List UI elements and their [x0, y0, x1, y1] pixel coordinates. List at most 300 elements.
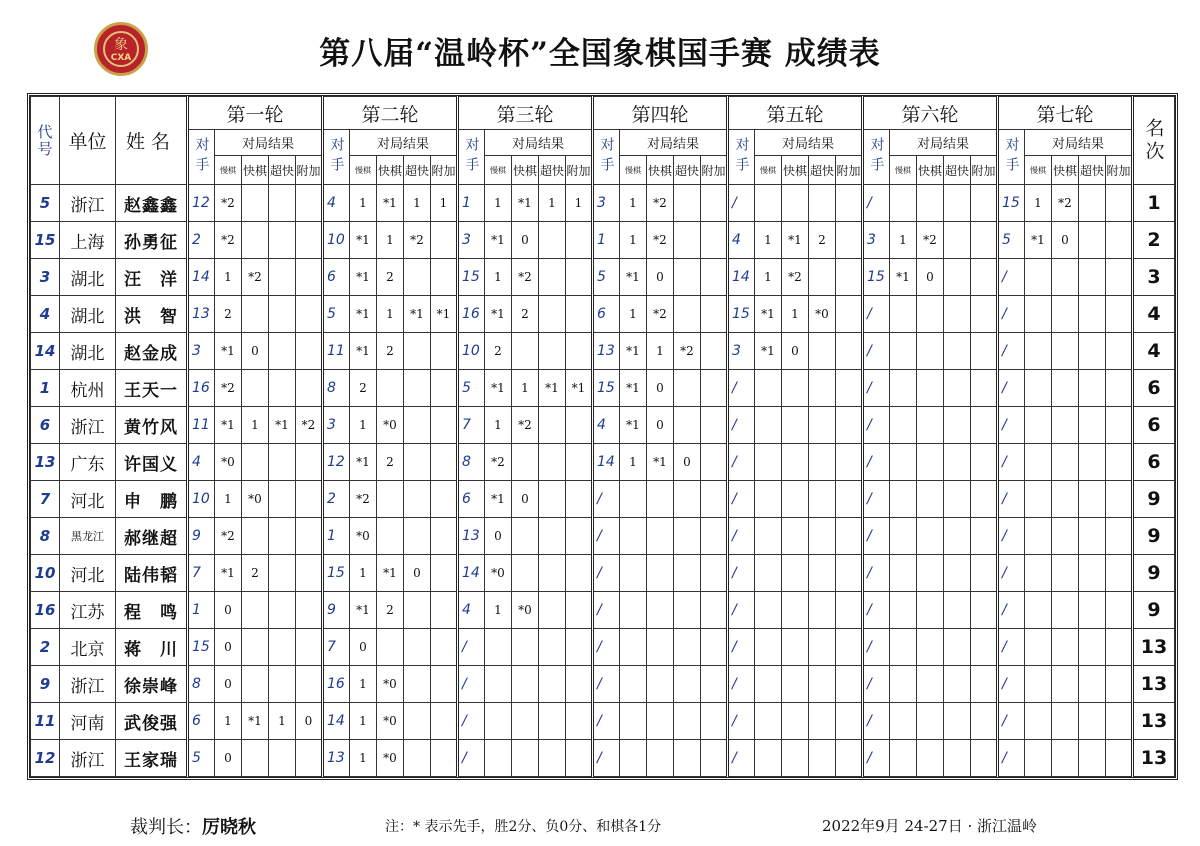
- round-result: [1052, 518, 1079, 555]
- round-result: [512, 666, 539, 703]
- round-result: [539, 259, 566, 296]
- round-result: [1025, 666, 1052, 703]
- round-result: [1025, 703, 1052, 740]
- round-opponent: /: [998, 259, 1025, 296]
- round-result: [917, 666, 944, 703]
- round-result: [1052, 444, 1079, 481]
- round-result: *1: [620, 333, 647, 370]
- round-result: [539, 481, 566, 518]
- round-result: 2: [377, 592, 404, 629]
- round-result: [431, 703, 458, 740]
- player-rank: 13: [1133, 703, 1175, 740]
- round-result: [1052, 407, 1079, 444]
- header-sub-3: 附加: [701, 156, 728, 185]
- round-result: 0: [647, 370, 674, 407]
- round-result: [269, 481, 296, 518]
- round-result: [1106, 555, 1133, 592]
- round-result: [917, 629, 944, 666]
- player-row: [31, 259, 1175, 296]
- player-unit: 浙江: [60, 407, 116, 444]
- player-unit: 浙江: [60, 666, 116, 703]
- player-code: 7: [31, 481, 60, 518]
- round-result: 2: [242, 555, 269, 592]
- round-result: [431, 370, 458, 407]
- player-unit: 河南: [60, 703, 116, 740]
- round-result: *1: [350, 259, 377, 296]
- round-opponent: /: [728, 666, 755, 703]
- round-result: *2: [782, 259, 809, 296]
- round-opponent: 16: [188, 370, 215, 407]
- round-opponent: /: [863, 444, 890, 481]
- header-round: 第六轮: [863, 97, 998, 130]
- round-result: [971, 444, 998, 481]
- round-result: [809, 703, 836, 740]
- round-result: 0: [215, 629, 242, 666]
- round-result: [944, 222, 971, 259]
- round-result: [404, 481, 431, 518]
- round-opponent: /: [593, 518, 620, 555]
- round-result: [917, 370, 944, 407]
- player-code: 12: [31, 740, 60, 777]
- player-row: [31, 481, 1175, 518]
- player-code: 2: [31, 629, 60, 666]
- round-result: [944, 592, 971, 629]
- round-result: 1: [566, 185, 593, 222]
- round-result: *0: [377, 407, 404, 444]
- round-result: [701, 407, 728, 444]
- round-opponent: /: [593, 481, 620, 518]
- round-result: *2: [512, 407, 539, 444]
- round-result: [1106, 370, 1133, 407]
- round-opponent: /: [998, 592, 1025, 629]
- round-result: 1: [215, 259, 242, 296]
- round-result: *1: [755, 333, 782, 370]
- round-result: 1: [620, 296, 647, 333]
- player-code: 16: [31, 592, 60, 629]
- round-result: [512, 703, 539, 740]
- header-sub-2: 超快: [944, 156, 971, 185]
- round-opponent: 15: [593, 370, 620, 407]
- round-opponent: /: [998, 407, 1025, 444]
- round-result: [1106, 629, 1133, 666]
- round-result: [701, 703, 728, 740]
- round-result: [539, 740, 566, 777]
- round-opponent: /: [863, 740, 890, 777]
- round-result: [539, 629, 566, 666]
- round-result: [566, 518, 593, 555]
- round-result: [1079, 481, 1106, 518]
- player-rank: 2: [1133, 222, 1175, 259]
- round-result: [269, 296, 296, 333]
- round-result: 0: [350, 629, 377, 666]
- round-result: *1: [782, 222, 809, 259]
- date-place: 2022年9月 24-27日 · 浙江温岭: [822, 817, 1038, 835]
- round-result: [890, 666, 917, 703]
- round-result: [836, 222, 863, 259]
- round-result: [701, 555, 728, 592]
- round-result: [431, 222, 458, 259]
- round-result: [701, 222, 728, 259]
- round-opponent: 15: [863, 259, 890, 296]
- round-result: [404, 370, 431, 407]
- round-result: [755, 555, 782, 592]
- round-opponent: 13: [323, 740, 350, 777]
- round-result: [917, 333, 944, 370]
- round-result: [971, 703, 998, 740]
- round-result: [809, 370, 836, 407]
- round-opponent: 16: [323, 666, 350, 703]
- round-result: [647, 592, 674, 629]
- round-result: *0: [215, 444, 242, 481]
- round-opponent: /: [998, 481, 1025, 518]
- round-result: [566, 333, 593, 370]
- round-result: 1: [485, 185, 512, 222]
- round-result: [755, 518, 782, 555]
- round-result: [404, 407, 431, 444]
- round-opponent: 4: [458, 592, 485, 629]
- round-opponent: /: [863, 407, 890, 444]
- round-result: 2: [485, 333, 512, 370]
- round-opponent: 9: [323, 592, 350, 629]
- round-result: [296, 444, 323, 481]
- round-result: [944, 629, 971, 666]
- round-opponent: /: [593, 592, 620, 629]
- round-result: [809, 333, 836, 370]
- round-result: [890, 629, 917, 666]
- round-result: [809, 518, 836, 555]
- round-result: 1: [350, 740, 377, 777]
- round-result: [539, 222, 566, 259]
- round-result: [512, 333, 539, 370]
- round-result: [1079, 555, 1106, 592]
- header-sub-1: 快棋: [377, 156, 404, 185]
- round-result: [269, 666, 296, 703]
- round-result: *1: [539, 370, 566, 407]
- round-opponent: 15: [323, 555, 350, 592]
- round-opponent: /: [998, 703, 1025, 740]
- header-opponent: 对手: [323, 130, 350, 185]
- round-result: [1079, 407, 1106, 444]
- round-result: [755, 703, 782, 740]
- round-result: [647, 481, 674, 518]
- round-result: [674, 592, 701, 629]
- round-result: 1: [377, 222, 404, 259]
- round-result: [242, 296, 269, 333]
- round-result: [836, 740, 863, 777]
- round-result: 1: [242, 407, 269, 444]
- round-result: [1025, 259, 1052, 296]
- round-result: [1079, 185, 1106, 222]
- header-sub-1: 快棋: [512, 156, 539, 185]
- round-result: [242, 518, 269, 555]
- round-result: 2: [377, 444, 404, 481]
- round-result: [431, 333, 458, 370]
- round-result: [566, 222, 593, 259]
- round-result: [1079, 592, 1106, 629]
- round-opponent: /: [863, 703, 890, 740]
- header-sub-0: 慢棋: [755, 156, 782, 185]
- player-unit: 上海: [60, 222, 116, 259]
- round-result: [269, 222, 296, 259]
- round-result: [890, 555, 917, 592]
- round-result: [836, 296, 863, 333]
- round-opponent: 6: [593, 296, 620, 333]
- round-result: [701, 629, 728, 666]
- round-opponent: /: [593, 740, 620, 777]
- player-row: [31, 592, 1175, 629]
- round-opponent: 6: [323, 259, 350, 296]
- player-rank: 9: [1133, 592, 1175, 629]
- round-opponent: 7: [458, 407, 485, 444]
- round-result: [971, 481, 998, 518]
- header-sub-1: 快棋: [242, 156, 269, 185]
- round-result: [431, 555, 458, 592]
- round-result: *1: [215, 555, 242, 592]
- round-result: 1: [782, 296, 809, 333]
- round-result: *2: [215, 185, 242, 222]
- round-result: [782, 740, 809, 777]
- player-row: [31, 703, 1175, 740]
- round-opponent: 1: [188, 592, 215, 629]
- round-result: [701, 592, 728, 629]
- round-result: [674, 222, 701, 259]
- header-sub-0: 慢棋: [1025, 156, 1052, 185]
- round-opponent: 1: [593, 222, 620, 259]
- round-result: [620, 518, 647, 555]
- round-result: *2: [917, 222, 944, 259]
- round-opponent: /: [728, 481, 755, 518]
- round-result: [566, 592, 593, 629]
- round-result: [269, 555, 296, 592]
- round-result: [1079, 703, 1106, 740]
- round-result: [242, 592, 269, 629]
- round-result: [890, 333, 917, 370]
- header-opponent: 对手: [863, 130, 890, 185]
- round-result: [566, 666, 593, 703]
- round-result: [1052, 296, 1079, 333]
- round-result: [890, 740, 917, 777]
- round-result: *1: [890, 259, 917, 296]
- round-result: *2: [215, 222, 242, 259]
- round-result: [620, 555, 647, 592]
- round-result: [404, 740, 431, 777]
- round-result: [755, 629, 782, 666]
- round-result: [377, 629, 404, 666]
- header-round: 第一轮: [188, 97, 323, 130]
- round-result: *2: [647, 222, 674, 259]
- header-result: 对局结果: [755, 130, 863, 156]
- round-result: 1: [647, 333, 674, 370]
- player-name: 王天一: [116, 370, 188, 407]
- round-result: 1: [485, 592, 512, 629]
- round-opponent: 3: [863, 222, 890, 259]
- round-result: [701, 185, 728, 222]
- player-rank: 9: [1133, 518, 1175, 555]
- round-result: 1: [377, 296, 404, 333]
- round-result: [1025, 629, 1052, 666]
- round-result: [1106, 185, 1133, 222]
- round-result: [782, 481, 809, 518]
- header-sub-0: 慢棋: [890, 156, 917, 185]
- round-opponent: /: [593, 629, 620, 666]
- player-code: 8: [31, 518, 60, 555]
- player-row: [31, 740, 1175, 777]
- round-result: [809, 444, 836, 481]
- round-result: 0: [296, 703, 323, 740]
- logo-abbr: CXA: [110, 53, 132, 63]
- header-code: 代号: [31, 97, 60, 185]
- round-opponent: 14: [593, 444, 620, 481]
- round-result: [890, 296, 917, 333]
- round-result: [809, 185, 836, 222]
- round-result: *2: [647, 296, 674, 333]
- round-result: 0: [647, 407, 674, 444]
- player-code: 10: [31, 555, 60, 592]
- round-opponent: /: [458, 666, 485, 703]
- round-opponent: /: [728, 555, 755, 592]
- header-round: 第七轮: [998, 97, 1133, 130]
- player-unit: 广东: [60, 444, 116, 481]
- round-result: [1052, 703, 1079, 740]
- header-sub-3: 附加: [566, 156, 593, 185]
- round-result: [674, 259, 701, 296]
- round-result: *2: [296, 407, 323, 444]
- round-result: [431, 407, 458, 444]
- round-result: [1052, 666, 1079, 703]
- round-opponent: 7: [323, 629, 350, 666]
- round-result: [917, 592, 944, 629]
- round-result: [782, 555, 809, 592]
- player-name: 赵金成: [116, 333, 188, 370]
- round-result: 1: [539, 185, 566, 222]
- round-result: [971, 592, 998, 629]
- round-result: [377, 481, 404, 518]
- header-sub-3: 附加: [1106, 156, 1133, 185]
- round-result: *1: [431, 296, 458, 333]
- round-opponent: 5: [593, 259, 620, 296]
- round-result: [971, 407, 998, 444]
- round-result: 1: [404, 185, 431, 222]
- round-result: [296, 666, 323, 703]
- round-result: [1106, 296, 1133, 333]
- round-result: [755, 666, 782, 703]
- round-result: [1106, 666, 1133, 703]
- round-result: [971, 296, 998, 333]
- scoring-note: 注：* 表示先手，胜2分、负0分、和棋各1分: [385, 819, 662, 835]
- player-row: [31, 222, 1175, 259]
- player-name: 蒋 川: [116, 629, 188, 666]
- round-result: 0: [512, 481, 539, 518]
- page-title: 第八届“温岭杯”全国象棋国手赛 成绩表: [319, 36, 881, 72]
- header-round: 第四轮: [593, 97, 728, 130]
- round-result: [620, 740, 647, 777]
- round-result: 1: [350, 407, 377, 444]
- round-opponent: /: [863, 333, 890, 370]
- round-result: 1: [1025, 185, 1052, 222]
- round-result: [755, 740, 782, 777]
- round-result: [431, 444, 458, 481]
- round-result: [566, 259, 593, 296]
- header-sub-3: 附加: [296, 156, 323, 185]
- round-opponent: /: [998, 629, 1025, 666]
- round-opponent: /: [998, 518, 1025, 555]
- round-result: 0: [647, 259, 674, 296]
- round-result: [620, 703, 647, 740]
- player-name: 赵鑫鑫: [116, 185, 188, 222]
- round-opponent: /: [998, 333, 1025, 370]
- round-result: [809, 666, 836, 703]
- round-result: *2: [215, 370, 242, 407]
- round-result: [701, 740, 728, 777]
- round-result: *1: [485, 481, 512, 518]
- round-opponent: 4: [323, 185, 350, 222]
- round-opponent: 13: [188, 296, 215, 333]
- round-result: [674, 296, 701, 333]
- header-sub-0: 慢棋: [350, 156, 377, 185]
- round-result: [566, 629, 593, 666]
- player-row: [31, 518, 1175, 555]
- round-result: [755, 444, 782, 481]
- round-result: [1106, 333, 1133, 370]
- round-result: [1052, 740, 1079, 777]
- round-result: *2: [242, 259, 269, 296]
- round-result: [539, 407, 566, 444]
- round-result: [917, 703, 944, 740]
- referee-line: [130, 813, 256, 839]
- round-result: [1079, 740, 1106, 777]
- round-result: [269, 259, 296, 296]
- player-row: [31, 370, 1175, 407]
- player-row: [31, 555, 1175, 592]
- round-opponent: /: [728, 703, 755, 740]
- round-result: *0: [377, 703, 404, 740]
- round-result: [782, 185, 809, 222]
- round-result: [836, 703, 863, 740]
- round-result: [890, 518, 917, 555]
- round-result: [809, 629, 836, 666]
- round-opponent: 15: [998, 185, 1025, 222]
- round-result: [269, 333, 296, 370]
- round-result: *1: [350, 222, 377, 259]
- round-result: [971, 333, 998, 370]
- referee-label: 裁判长：: [130, 817, 202, 838]
- round-result: 1: [755, 259, 782, 296]
- round-result: [917, 518, 944, 555]
- header-round: 第二轮: [323, 97, 458, 130]
- round-result: [944, 296, 971, 333]
- round-result: [1025, 407, 1052, 444]
- player-name: 陆伟韬: [116, 555, 188, 592]
- player-unit: 河北: [60, 555, 116, 592]
- round-result: *1: [215, 407, 242, 444]
- header-sub-1: 快棋: [917, 156, 944, 185]
- player-code: 14: [31, 333, 60, 370]
- round-result: [296, 629, 323, 666]
- player-code: 6: [31, 407, 60, 444]
- round-result: 2: [512, 296, 539, 333]
- round-result: [1052, 259, 1079, 296]
- round-result: [944, 481, 971, 518]
- round-opponent: 8: [188, 666, 215, 703]
- round-result: 0: [917, 259, 944, 296]
- round-result: 1: [485, 259, 512, 296]
- round-result: [242, 740, 269, 777]
- round-result: [944, 740, 971, 777]
- player-code: 1: [31, 370, 60, 407]
- player-row: [31, 444, 1175, 481]
- round-result: [539, 592, 566, 629]
- round-result: *2: [1052, 185, 1079, 222]
